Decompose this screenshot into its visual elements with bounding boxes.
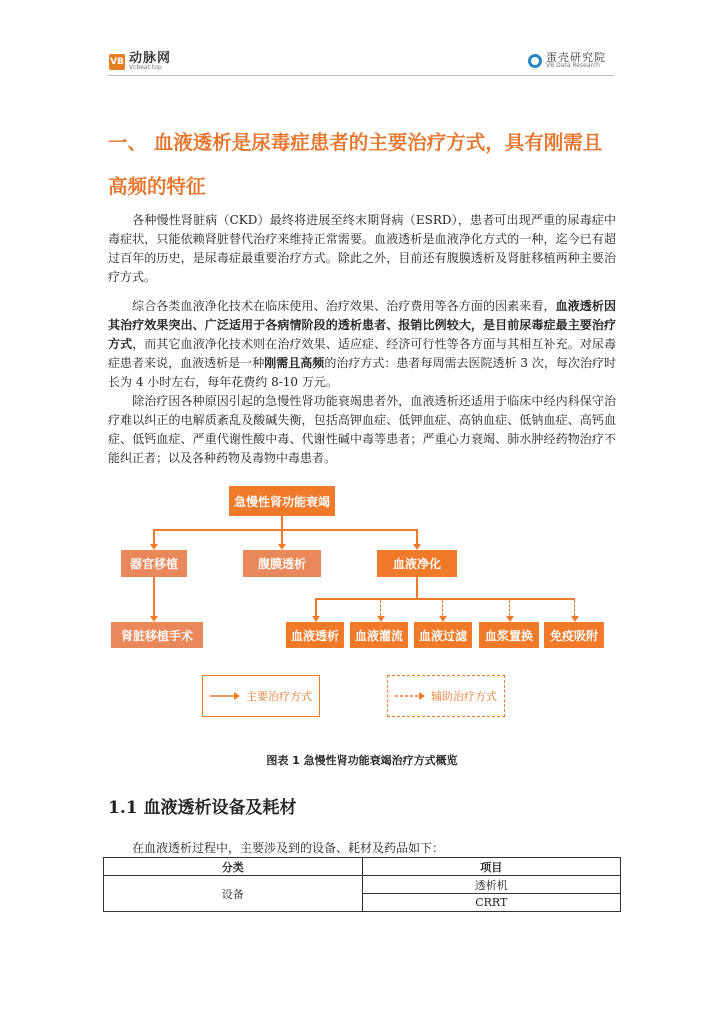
connector-dashed [509,600,510,616]
table-header-category: 分类 [104,858,363,876]
vbdata-logo-en: VB Data Research [546,62,600,69]
vbdata-logo-cn: 蛋壳研究院 [546,51,606,64]
paragraph-equipment-intro-text: 在血液透析过程中，主要涉及到的设备、耗材及药品如下： [132,841,445,855]
legend-main [202,675,320,717]
vcbeat-logo [109,52,171,71]
diagram-hemofiltration: 血液过滤 [414,622,472,648]
figure-caption: 图表 1 急慢性肾功能衰竭治疗方式概览 [266,754,458,767]
legend-main-label: 主要治疗方式 [246,690,312,703]
section-heading-line1: 一、 血液透析是尿毒症患者的主要治疗方式，具有刚需且 [108,131,603,154]
vcbeat-logo-en: Vcbeat.top [129,64,162,71]
paragraph-dialysis [108,297,616,392]
subsection-title: 1.1 血液透析设备及耗材 [108,798,297,818]
vcbeat-logo-badge: VB [109,54,125,70]
connector [153,529,418,531]
header-divider [108,75,614,76]
diagram-plasma-exchange: 血浆置换 [479,622,539,648]
table-header-row [104,858,621,876]
paragraph-dialysis-a: 综合各类血液净化技术在临床使用、治疗效果、治疗费用等各方面的因素来看， [132,299,556,313]
vcbeat-logo-cn: 动脉网 [129,51,172,66]
equipment-table [103,857,621,912]
legend-aux [387,675,505,717]
diagram-hemoperfusion: 血液灌流 [350,622,408,648]
table-cell-item: CRRT [362,894,621,912]
table-cell-item: 透析机 [362,876,621,894]
section-heading-line2: 高频的特征 [108,175,206,198]
legend-aux-label: 辅助治疗方式 [431,690,497,703]
connector [416,529,418,545]
paragraph-dialysis-e: 的治疗方式：患者每周需去医院透析 3 次，每次治疗时长为 4 小时左右，每年花费约 8-10 万元。 [108,356,616,389]
paragraph-ckd [108,211,616,287]
connector [315,598,575,600]
connector [281,516,283,530]
connector-dashed [574,600,575,616]
paragraph-indications [108,392,616,468]
diagram-kidney-transplant: 肾脏移植手术 [111,622,203,648]
solid-arrow-icon [210,691,240,701]
connector [281,529,283,545]
dashed-arrow-icon [395,691,425,701]
connector [315,598,317,616]
diagram-peritoneal-dialysis: 腹膜透析 [243,550,321,577]
paragraph-dialysis-bold: 血液透析因其治疗效果突出、广泛适用于各病情阶段的透析患者、报销比例较大，是目前尿毒症最主要治疗方式 [108,299,616,351]
connector [153,529,155,545]
table-cell-category: 设备 [104,876,363,912]
connector [153,577,155,617]
diagram-organ-transplant: 器官移植 [121,550,187,577]
paragraph-indications-text: 除治疗因各种原因引起的急慢性肾功能衰竭患者外，血液透析还适用于临床中经内科保守治疗难以纠正的电解质紊乱及酸碱失衡，包括高钾血症、低钾血症、高钠血症、低钠血症、高钙血症、低钙血症、严重代谢性酸中毒、代谢性碱中毒等患者；严重心力衰竭、肺水肿经药物治疗不能纠正者；以及各种药物及毒物中毒患者。 [108,394,616,465]
paragraph-dialysis-c: ，而其它血液净化技术则在治疗效果、适应症、经济可行性等各方面与其相互补充。对尿毒症患者来说，血液透析是一种 [108,337,616,370]
connector-dashed [442,600,443,616]
table-header-item: 项目 [362,858,621,876]
section-heading [108,124,618,206]
connector [416,577,418,599]
connector-dashed [380,600,381,616]
paragraph-ckd-text: 各种慢性肾脏病（CKD）最终将进展至终末期肾病（ESRD），患者可出现严重的尿毒症中毒症状，只能依赖肾脏替代治疗来维持正常需要。血液透析是血液净化方式的一种，迄今已有超过百年的历史，是尿毒症最重要治疗方式。除此之外，目前还有腹膜透析及肾脏移植两种主要治疗方式。 [108,213,616,284]
vbdata-logo-icon [528,54,542,68]
paragraph-dialysis-bold2: 刚需且高频 [264,356,325,370]
vbdata-logo [528,52,606,69]
diagram-hemodialysis: 血液透析 [286,622,344,648]
table-row [104,876,621,894]
diagram-immunoadsorption: 免疫吸附 [544,622,604,648]
diagram-blood-purification: 血液净化 [377,550,457,577]
diagram-root: 急慢性肾功能衰竭 [229,486,335,516]
paragraph-equipment-intro [108,839,616,858]
